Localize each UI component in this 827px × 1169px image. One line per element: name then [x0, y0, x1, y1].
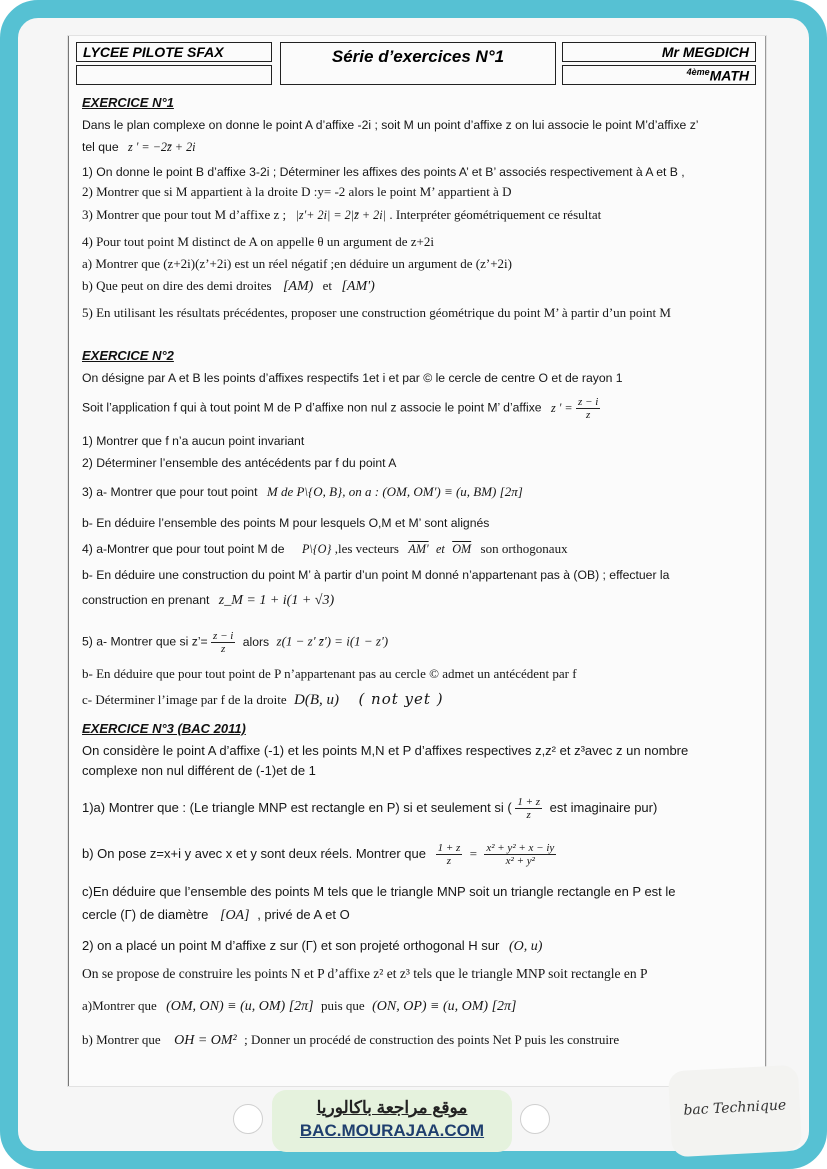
ex3-q2b-text: b) Montrer que	[82, 1032, 161, 1047]
ex3-q2b-formula: OH = OM²	[174, 1033, 237, 1048]
logo-text: bac Technique	[683, 1097, 787, 1119]
ex2-q4b-formula: z_M = 1 + i(1 + √3)	[218, 593, 335, 608]
ex3-q1b-num-2: x² + y² + x − iy	[486, 842, 555, 854]
site-url-link[interactable]: BAC.MOURAJAA.COM	[299, 1121, 485, 1140]
ex3-q1b-equals: =	[468, 845, 478, 861]
exercise-1-title: EXERCICE N°1	[82, 95, 174, 110]
ex3-q2a-formula-2: (ON, OP) ≡ (u, OM) [2π]	[372, 999, 517, 1014]
ex3-q1b-fraction-1	[436, 842, 463, 867]
ex3-question-2	[82, 938, 542, 955]
ex2-q5c-handwritten-note: ( not yet )	[358, 690, 444, 708]
ex2-question-2: 2) Déterminer l’ensemble des antécédents par f du point A	[82, 456, 397, 470]
site-banner[interactable]	[272, 1090, 512, 1152]
ex3-q1a-num: 1 + z	[517, 796, 541, 808]
ex3-q2a-text: a)Montrer que	[82, 998, 157, 1013]
ex1-question-2: 2) Montrer que si M appartient à la droite D :y= -2 alors le point M’ appartient à D	[82, 184, 512, 199]
ex3-q1a-fraction	[515, 796, 542, 821]
ex1-q4b-text: b) Que peut on dire des demi droites	[82, 278, 272, 293]
school-name: LYCEE PILOTE SFAX	[83, 44, 224, 60]
ex1-question-4a: a) Montrer que (z+2i)(z’+2i) est un réel négatif ;en déduire un argument de (z’+2i)	[82, 256, 512, 271]
ex3-q1a-end: est imaginaire pur)	[549, 799, 658, 815]
ex3-q2a-then: puis que	[321, 998, 365, 1013]
ex1-def-text: tel que	[82, 140, 119, 154]
ex2-q3a-formula: M de P\{O, B}, on a : (OM, OM') ≡ (u, BM) [2π]	[266, 484, 523, 499]
ex2-q5a-num: z − i	[213, 630, 234, 642]
ex3-q1b-den-2: x² + y²	[505, 855, 535, 867]
ex2-q4a-vec2: $\overline{OM}$	[452, 542, 472, 556]
teacher-name: Mr MEGDICH	[661, 44, 749, 60]
school-box-blank	[76, 65, 272, 85]
teacher-box	[562, 42, 756, 62]
ex2-q5a-then: alors	[242, 634, 270, 649]
ex1-question-4: 4) Pour tout point M distinct de A on appelle θ un argument de z+2i	[82, 234, 434, 249]
ex2-q5c-line: D(B, u)	[294, 692, 340, 708]
page-title: Série d’exercices N°1	[331, 47, 505, 66]
ex2-q4b-text: construction en prenant	[82, 593, 210, 607]
ex2-q4a-end: son orthogonaux	[480, 541, 568, 556]
ex1-q3-formula: |z'+ 2i| = 2|z̄ + 2i|	[295, 208, 386, 222]
right-badge-icon	[520, 1104, 550, 1134]
ex2-question-4b-cont	[82, 593, 334, 609]
class-box	[562, 65, 756, 85]
ex2-q4a-set: P\{O}	[301, 542, 332, 556]
title-box	[280, 42, 556, 85]
ex1-question-5: 5) En utilisant les résultats précédentes, proposer une construction géométrique du point M’ à partir d’un point M	[82, 305, 671, 320]
ex3-question-2a	[82, 998, 516, 1015]
ex2-question-3a	[82, 484, 523, 500]
ex1-q3-end: . Interpréter géométriquement ce résultat	[389, 207, 602, 222]
ex1-def-formula: z ' = −2z̄ + 2i	[127, 140, 196, 154]
ex1-question-4b	[82, 278, 375, 295]
ex2-app-num: z − i	[578, 396, 599, 408]
ex1-q4b-ray1: [AM)	[282, 279, 314, 294]
ex3-q1b-num-1: 1 + z	[437, 842, 461, 854]
ex2-app-den: z	[586, 409, 591, 421]
ex2-q3a-text: 3) a- Montrer que pour tout point	[82, 485, 258, 499]
ex2-q5a-den: z	[221, 643, 226, 655]
ex2-question-1: 1) Montrer que f n’a aucun point invariant	[82, 434, 305, 448]
ex2-q4a-and: et	[436, 542, 445, 556]
ex2-question-5c	[82, 690, 444, 709]
ex2-q4a-text: 4) a-Montrer que pour tout point M de	[82, 542, 285, 556]
ex1-question-1: 1) On donne le point B d’affixe 3-2i ; Déterminer les affixes des points A’ et B’ associés respectivement à A et B ,	[82, 165, 685, 179]
ex2-question-5b: b- En déduire que pour tout point de P n’appartenant pas au cercle © admet un antécédent par f	[82, 666, 577, 681]
ex1-question-3	[82, 207, 601, 223]
exercise-2-title: EXERCICE N°2	[82, 348, 174, 363]
exercise-3-title: EXERCICE N°3 (BAC 2011)	[82, 721, 246, 736]
ex2-q5c-text: c- Déterminer l’image par f de la droite	[82, 692, 287, 707]
ex3-q2b-end: ; Donner un procédé de construction des points Net P puis les construire	[244, 1032, 620, 1047]
ex2-app-text: Soit l’application f qui à tout point M de P d’affixe non nul z associe le point M’ d’affixe	[82, 400, 542, 415]
ex3-q1b-den-1: z	[446, 855, 452, 867]
ex3-question-2-intro: On se propose de construire les points N et P d’affixe z² et z³ tels que le triangle MNP soit rectangle en P	[82, 966, 648, 981]
ex3-question-1a	[82, 796, 657, 821]
ex3-q1c-diameter: [OA]	[220, 908, 250, 923]
ex3-question-1b	[82, 842, 556, 867]
ex2-q5a-fraction	[211, 630, 235, 655]
ex1-q3-text: 3) Montrer que pour tout M d’affixe z ;	[82, 207, 287, 222]
class-level: 4ème	[686, 67, 710, 77]
bac-technique-logo	[668, 1065, 802, 1158]
ex1-definition	[82, 140, 196, 155]
ex2-application	[82, 396, 600, 421]
ex3-q1a-text: 1)a) Montrer que : (Le triangle MNP est rectangle en P) si et seulement si (	[82, 799, 512, 815]
site-arabic-name[interactable]: موقع مراجعة باكالوريا	[316, 1098, 468, 1117]
ex2-q4a-vectors: ,les vecteurs	[334, 541, 399, 556]
ex1-q4b-ray2: [AM')	[341, 279, 375, 294]
ex2-app-lhs: z ' =	[550, 400, 573, 415]
ex3-q2a-formula-1: (OM, ON) ≡ (u, OM) [2π]	[166, 999, 314, 1014]
ex2-question-3b: b- En déduire l’ensemble des points M pour lesquels O,M et M’ sont alignés	[82, 516, 490, 530]
ex2-q5a-formula: z(1 − z' z̄') = i(1 − z')	[276, 633, 389, 649]
ex3-q1c-text: cercle (Γ) de diamètre	[82, 907, 209, 922]
ex3-statement-2: complexe non nul différent de (-1)et de 1	[82, 763, 316, 778]
ex2-statement: On désigne par A et B les points d’affixes respectifs 1et i et par © le cercle de centre O et de rayon 1	[82, 371, 623, 385]
ex2-question-5a	[82, 630, 388, 655]
ex2-q5a-text: 5) a- Montrer que si z’=	[82, 634, 208, 649]
ex1-statement: Dans le plan complexe on donne le point A d’affixe -2i ; soit M un point d’affixe z on lui associe le point M’d’affixe z’	[82, 118, 699, 132]
ex3-q1c-end: , privé de A et O	[257, 907, 350, 922]
ex3-question-1c: c)En déduire que l’ensemble des points M tels que le triangle MNP soit un triangle rectangle en P est le	[82, 884, 676, 899]
ex3-question-2b	[82, 1032, 619, 1049]
ex3-q2-axis: (O, u)	[509, 939, 543, 954]
ex3-q1b-fraction-2	[484, 842, 556, 867]
school-box	[76, 42, 272, 62]
ex3-q1a-den: z	[526, 809, 531, 821]
ex3-q1b-text: b) On pose z=x+i y avec x et y sont deux réels. Montrer que	[82, 845, 426, 861]
ex3-q2-text: 2) on a placé un point M d’affixe z sur (Γ) et son projeté orthogonal H sur	[82, 938, 500, 953]
ex1-q4b-and: et	[322, 278, 333, 293]
class-name: MATH	[709, 67, 749, 84]
ex2-question-4a	[82, 541, 568, 557]
ex2-app-fraction	[576, 396, 600, 421]
ex2-question-4b: b- En déduire une construction du point M’ à partir d’un point M donné n’appartenant pas à (OB) ; effectuer la	[82, 568, 670, 582]
ex3-question-1c-cont	[82, 907, 350, 924]
left-badge-icon	[233, 1104, 263, 1134]
ex2-q4a-vec1: AM'	[408, 542, 429, 556]
ex3-statement-1: On considère le point A d’affixe (-1) et les points M,N et P d’affixes respectives z,z² et z³avec z un nombre	[82, 743, 689, 758]
